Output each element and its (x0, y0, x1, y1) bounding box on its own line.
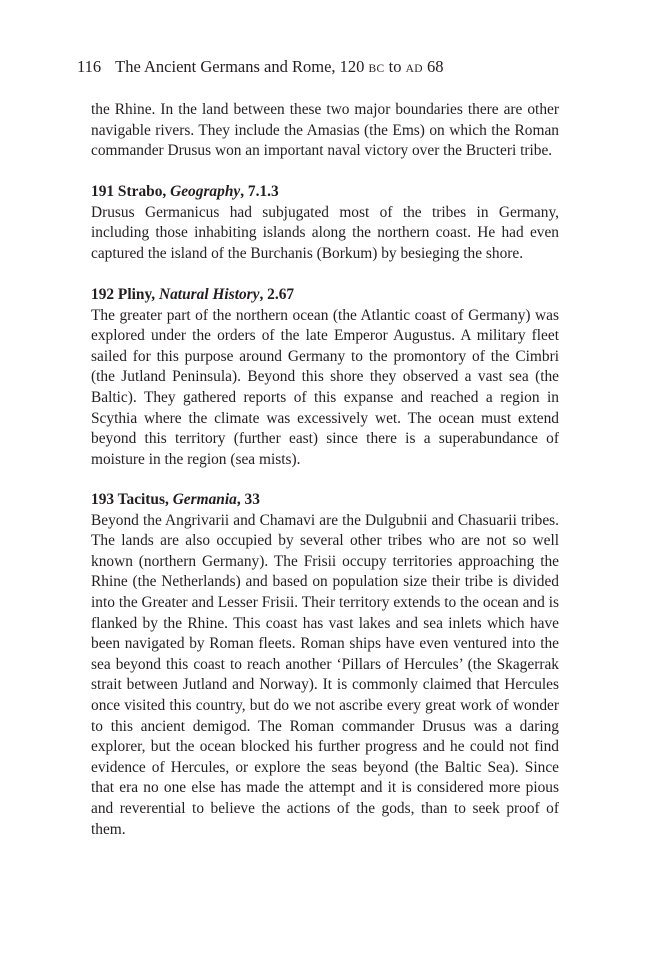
excerpt-number-author: 193 Tacitus, (91, 491, 173, 508)
intro-block (91, 100, 559, 162)
excerpt-heading (91, 182, 559, 203)
running-title-text: The Ancient Germans and Rome, 120 (115, 57, 369, 76)
excerpt-reference: , 33 (236, 491, 260, 508)
excerpt-work-title: Natural History (159, 286, 260, 303)
running-title-to: to (384, 57, 406, 76)
era-ad: AD (405, 63, 423, 75)
excerpt-reference: , 2.67 (259, 286, 295, 303)
excerpt-work-title: Germania (172, 491, 237, 508)
excerpt-number-author: 191 Strabo, (91, 183, 171, 200)
excerpt-heading (91, 490, 559, 511)
excerpt-heading (91, 285, 559, 306)
intro-paragraph: the Rhine. In the land between these two major boundaries there are other navigable rivers. They include the Amasias (the Ems) on which the Roman commander Drusus won an important naval victory over the Bructeri tribe. (91, 101, 559, 160)
running-head (77, 56, 443, 80)
excerpt-text: Beyond the Angrivarii and Chamavi are the Dulgubnii and Chasuarii tribes. The lands are also occupied by several other tribes who are not so well known (northern Germany). The Frisii occupy territories approaching the Rhine (the Netherlands) and based on population size their tribe is divided into the Greater and Lesser Frisii. Their territory extends to the ocean and is flanked by the Rhine. This coast has vast lakes and sea inlets which have been navigated by Roman fleets. Roman ships have even ventured into the sea beyond this coast to reach another ‘Pillars of Hercules’ (the Skagerrak strait between Jutland and Norway). It is commonly claimed that Hercules once visited this country, but do we not ascribe every great work of wonder to this ancient demigod. The Roman commander Drusus was a daring explorer, but the ocean blocked his further progress and he could not find evidence of Hercules, or explore the seas beyond (the Baltic Sea). Since that era no one else has made the attempt and it is considered more pious and reverential to believe the actions of the gods, than to seek proof of them. (91, 511, 559, 838)
running-title (115, 57, 443, 76)
excerpt-191 (91, 182, 559, 264)
excerpt-reference: , 7.1.3 (240, 183, 279, 200)
running-title-year: 68 (422, 57, 444, 76)
excerpt-number-author: 192 Pliny, (91, 286, 159, 303)
excerpt-192 (91, 285, 559, 470)
excerpt-text: Drusus Germanicus had subjugated most of the tribes in Germany, including those inhabiting islands along the northern coast. He had even captured the island of the Burchanis (Borkum) by besieging the shore. (91, 203, 559, 262)
excerpt-text: The greater part of the northern ocean (the Atlantic coast of Germany) was explored under the orders of the late Emperor Augustus. A military fleet sailed for this purpose around Germany to the promontory of the Cimbri (the Jutland Peninsula). Beyond this shore they observed a vast sea (the Baltic). They gathered reports of this expanse and reached a region in Scythia where the climate was excessively wet. The ocean must extend beyond this territory (further east) since there is a superabundance of moisture in the region (sea mists). (91, 306, 559, 468)
page-number: 116 (77, 57, 102, 76)
era-bc: BC (368, 63, 385, 75)
excerpt-193 (91, 490, 559, 840)
excerpt-work-title: Geography (170, 183, 241, 200)
